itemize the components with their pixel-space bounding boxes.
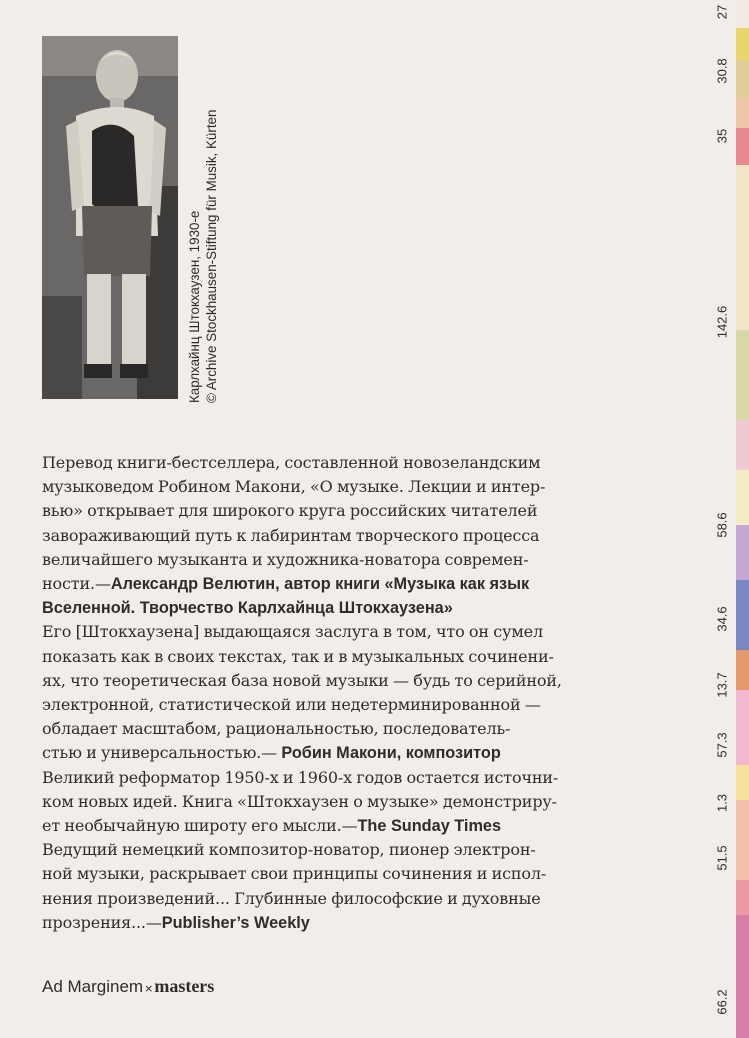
quote-attribution: Publisher’s Weekly <box>161 913 310 932</box>
body-line-text: величайшего музыканта и художника-новатора современ- <box>42 549 529 569</box>
caption-credit: © Archive Stockhausen-Stiftung für Musik, Kürten <box>203 109 219 403</box>
body-line <box>42 717 612 741</box>
quote-attribution: The Sunday Times <box>357 817 502 836</box>
body-line <box>42 645 612 669</box>
quote-attribution: Вселенной. Творчество Карлхайнца Штокхаузена» <box>42 599 453 618</box>
body-line-text: обладает масштабом, рациональностью, последователь- <box>42 719 511 739</box>
body-line-text: вью» открывает для широкого круга российских читателей <box>42 501 538 521</box>
body-line-text: Перевод книги-бестселлера, составленной новозеландским <box>42 453 541 472</box>
publisher-name: Ad Marginem <box>42 977 144 996</box>
color-swatch <box>736 330 749 420</box>
color-swatch <box>736 470 749 525</box>
photo-caption <box>187 31 220 403</box>
body-line-text: ях, что теоретическая база новой музыки — будь то серийной, <box>42 670 562 690</box>
body-line <box>42 790 612 814</box>
body-line-text: ной музыки, раскрывает свои принципы сочинения и испол- <box>42 864 547 884</box>
body-line-text: завораживающий путь к лабиринтам творческого процесса <box>42 525 540 545</box>
publisher-logo <box>42 976 214 997</box>
color-swatch <box>736 60 749 98</box>
portrait-photo <box>42 36 178 399</box>
body-line <box>42 499 612 523</box>
color-swatch <box>736 915 749 1038</box>
body-line-text: ет необычайную широту его мысли.— <box>42 816 358 836</box>
body-line <box>42 596 612 620</box>
publisher-separator: × <box>144 982 154 995</box>
body-line <box>42 572 612 596</box>
color-swatch <box>736 690 749 765</box>
caption-title: Карлхайнц Штокхаузен, 1930-е <box>187 210 202 403</box>
body-line-text: нения произведений... Глубинные философские и духовные <box>42 888 541 908</box>
body-line <box>42 862 612 886</box>
body-line-text: Его [Штокхаузена] выдающаяся заслуга в том, что он сумел <box>42 622 543 642</box>
body-line-text: стью и универсальностью.— <box>42 743 282 763</box>
body-line <box>42 814 612 838</box>
color-swatch <box>736 128 749 165</box>
body-line <box>42 548 612 572</box>
body-line-text: ком новых идей. Книга «Штокхаузен о музыке» демонстриру- <box>42 791 557 811</box>
color-swatch <box>736 98 749 128</box>
body-text <box>42 451 612 935</box>
body-line-text: прозрения...— <box>42 912 162 932</box>
color-swatch <box>736 0 749 28</box>
quote-attribution: Робин Макони, композитор <box>281 744 501 763</box>
body-line <box>42 887 612 911</box>
color-swatch <box>736 165 749 330</box>
color-swatch <box>736 765 749 800</box>
body-line <box>42 524 612 548</box>
color-swatch <box>736 525 749 580</box>
boy-portrait-icon <box>42 36 178 399</box>
color-swatch <box>736 580 749 650</box>
body-line <box>42 693 612 717</box>
body-line <box>42 451 612 475</box>
body-line <box>42 620 612 644</box>
color-swatch <box>736 800 749 880</box>
body-line-text: ности.— <box>42 574 111 594</box>
body-line-text: музыковедом Робином Макони, «О музыке. Лекции и интер- <box>42 477 546 497</box>
body-line-text: Ведущий немецкий композитор-новатор, пионер электрон- <box>42 840 536 860</box>
body-line <box>42 669 612 693</box>
color-swatch <box>736 650 749 690</box>
body-line <box>42 741 612 765</box>
body-line-text: Великий реформатор 1950-х и 1960-х годов остается источни- <box>42 767 559 787</box>
body-line <box>42 475 612 499</box>
body-line <box>42 911 612 935</box>
quote-attribution: Александр Велютин, автор книги «Музыка как язык <box>110 575 530 594</box>
color-swatch <box>736 420 749 470</box>
body-line <box>42 766 612 790</box>
body-line <box>42 838 612 862</box>
series-name: masters <box>154 976 215 996</box>
color-swatch <box>736 880 749 915</box>
color-swatch <box>736 28 749 60</box>
body-line-text: электронной, статистической или недетерминированной — <box>42 695 541 715</box>
body-line-text: показать как в своих текстах, так и в музыкальных сочинени- <box>42 646 554 666</box>
